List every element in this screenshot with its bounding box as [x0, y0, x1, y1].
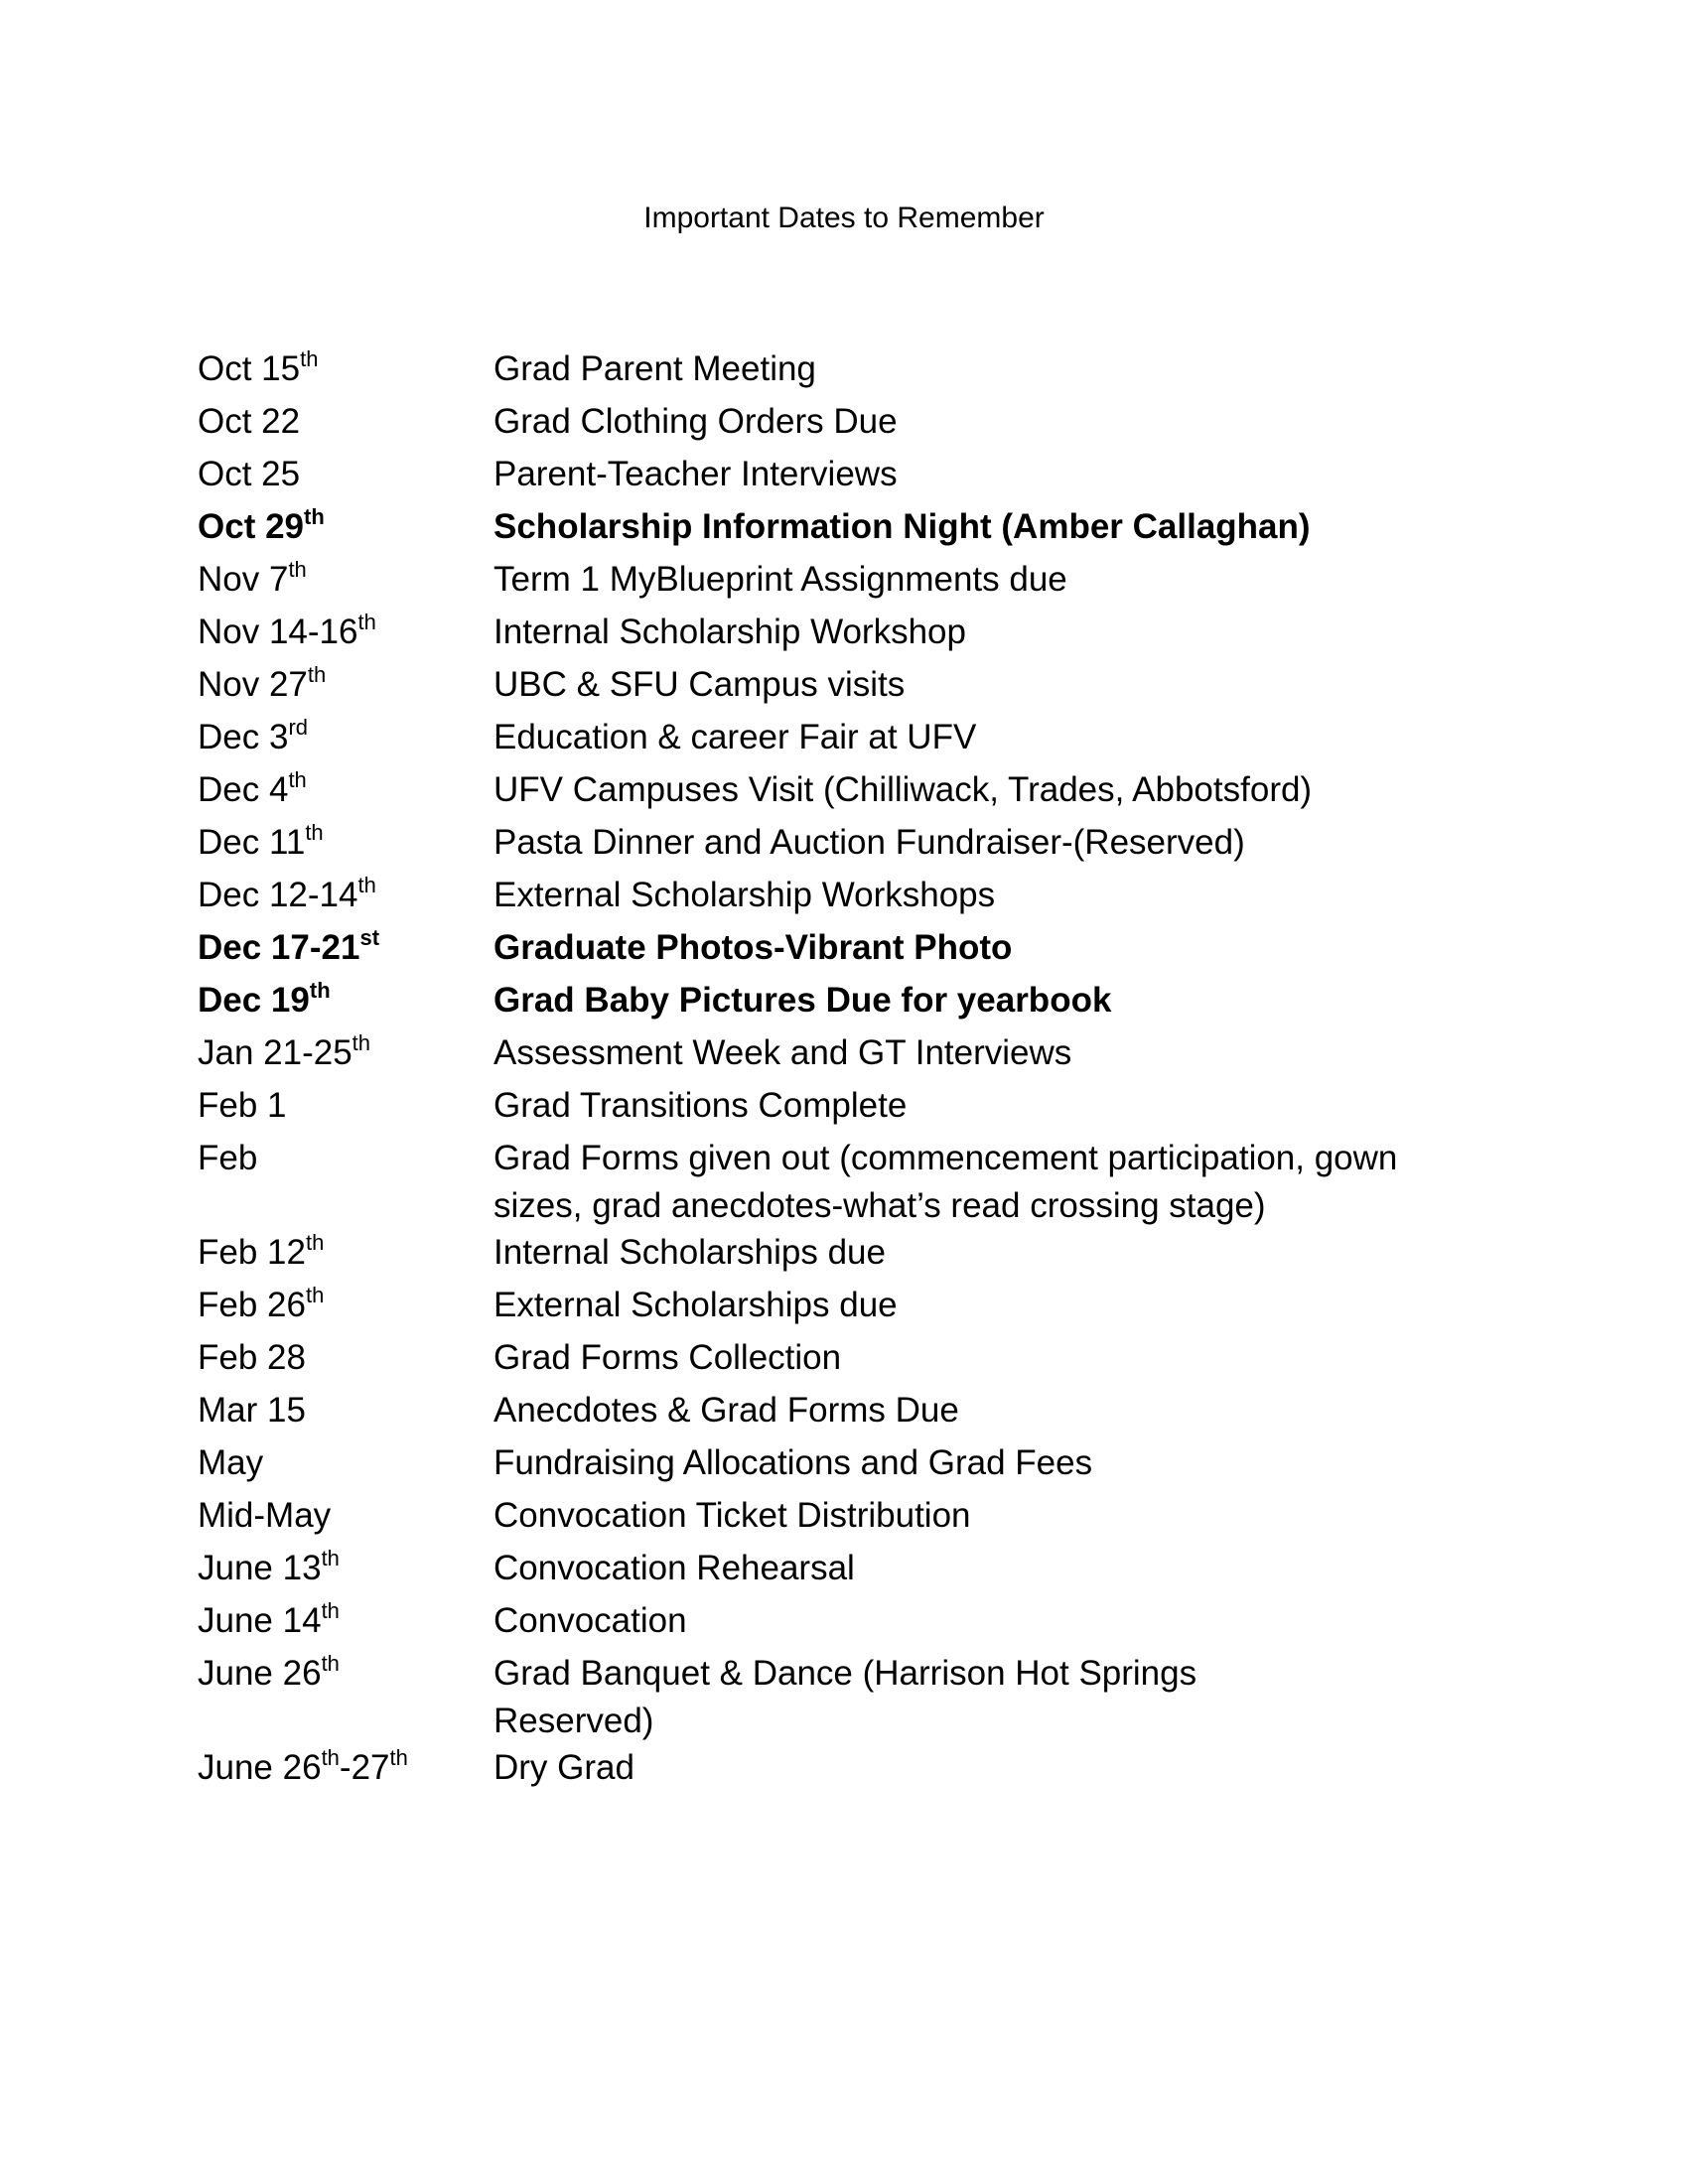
date-cell: Dec 12-14th	[198, 873, 376, 914]
list-item	[198, 1282, 1518, 1334]
date-cell: Dec 11th	[198, 820, 324, 862]
list-item	[198, 977, 1518, 1029]
date-cell: June 26th	[198, 1651, 340, 1693]
list-item	[198, 1597, 1518, 1650]
list-item	[198, 819, 1518, 872]
list-item	[198, 1650, 1518, 1744]
event-cell: Fundraising Allocations and Grad Fees	[493, 1443, 1093, 1482]
event-cell: Assessment Week and GT Interviews	[493, 1033, 1072, 1072]
list-item	[198, 924, 1518, 977]
date-cell: Oct 15th	[198, 346, 319, 388]
list-item	[198, 398, 1518, 451]
date-cell: Mid-May	[198, 1496, 332, 1535]
list-item	[198, 661, 1518, 714]
date-cell: Dec 4th	[198, 767, 307, 809]
list-item	[198, 451, 1518, 503]
list-item	[198, 1135, 1518, 1229]
date-cell: Feb	[198, 1139, 258, 1177]
event-cell: Grad Clothing Orders Due	[493, 402, 898, 441]
event-cell: External Scholarship Workshops	[493, 876, 996, 914]
event-cell: Internal Scholarship Workshop	[493, 613, 966, 651]
date-cell: June 13th	[198, 1546, 340, 1587]
date-cell: June 26th-27th	[198, 1745, 408, 1787]
event-cell: Grad Baby Pictures Due for yearbook	[493, 981, 1112, 1020]
list-item	[198, 1334, 1518, 1387]
event-cell: Parent-Teacher Interviews	[493, 455, 898, 493]
date-cell: Feb 26th	[198, 1283, 325, 1324]
event-cell: Internal Scholarships due	[493, 1233, 886, 1272]
event-cell: Pasta Dinner and Auction Fundraiser-(Reserved)	[493, 823, 1245, 862]
list-item	[198, 1387, 1518, 1439]
event-cell: Grad Parent Meeting	[493, 349, 816, 388]
list-item	[198, 714, 1518, 766]
event-cell: Grad Banquet & Dance (Harrison Hot Springs Reserved)	[493, 1654, 1197, 1740]
date-cell: Dec 3rd	[198, 715, 308, 756]
date-cell: Nov 27th	[198, 662, 327, 704]
list-item	[198, 503, 1518, 556]
list-item	[198, 1229, 1518, 1282]
list-item	[198, 1029, 1518, 1082]
event-cell: UBC & SFU Campus visits	[493, 665, 906, 704]
list-item	[198, 609, 1518, 661]
list-item	[198, 1545, 1518, 1597]
event-cell: Grad Transitions Complete	[493, 1086, 908, 1125]
date-cell: Oct 25	[198, 455, 301, 493]
event-cell: Education & career Fair at UFV	[493, 718, 977, 756]
page-title: Important Dates to Remember	[643, 202, 1045, 234]
event-cell: Dry Grad	[493, 1748, 634, 1787]
event-cell: External Scholarships due	[493, 1286, 898, 1324]
list-item	[198, 1744, 1518, 1797]
event-cell: UFV Campuses Visit (Chilliwack, Trades, Abbotsford)	[493, 770, 1313, 809]
event-cell: Convocation Rehearsal	[493, 1549, 855, 1587]
list-item	[198, 1082, 1518, 1135]
date-cell: Feb 1	[198, 1086, 287, 1125]
date-cell: May	[198, 1443, 264, 1482]
date-cell: Feb 28	[198, 1338, 306, 1377]
dates-list	[198, 345, 1518, 1797]
list-item	[198, 556, 1518, 609]
list-item	[198, 1439, 1518, 1492]
event-cell: Grad Forms given out (commencement participation, gown sizes, grad anecdotes-what’s read crossing stage)	[493, 1139, 1398, 1225]
date-cell: Nov 7th	[198, 557, 307, 599]
date-cell: Feb 12th	[198, 1230, 325, 1272]
date-cell: June 14th	[198, 1598, 340, 1640]
event-cell: Convocation Ticket Distribution	[493, 1496, 971, 1535]
event-cell: Anecdotes & Grad Forms Due	[493, 1391, 959, 1430]
date-cell: Oct 22	[198, 402, 301, 441]
event-cell: Convocation	[493, 1601, 687, 1640]
list-item	[198, 872, 1518, 924]
event-cell: Graduate Photos-Vibrant Photo	[493, 928, 1013, 967]
event-cell: Scholarship Information Night (Amber Callaghan)	[493, 507, 1311, 546]
date-cell: Dec 19th	[198, 978, 331, 1020]
date-cell: Oct 29th	[198, 504, 325, 546]
list-item	[198, 766, 1518, 819]
date-cell: Dec 17-21st	[198, 925, 380, 967]
date-cell: Mar 15	[198, 1391, 306, 1430]
event-cell: Grad Forms Collection	[493, 1338, 842, 1377]
date-cell: Jan 21-25th	[198, 1030, 371, 1072]
list-item	[198, 345, 1518, 398]
event-cell: Term 1 MyBlueprint Assignments due	[493, 560, 1067, 599]
list-item	[198, 1492, 1518, 1545]
date-cell: Nov 14-16th	[198, 610, 376, 651]
